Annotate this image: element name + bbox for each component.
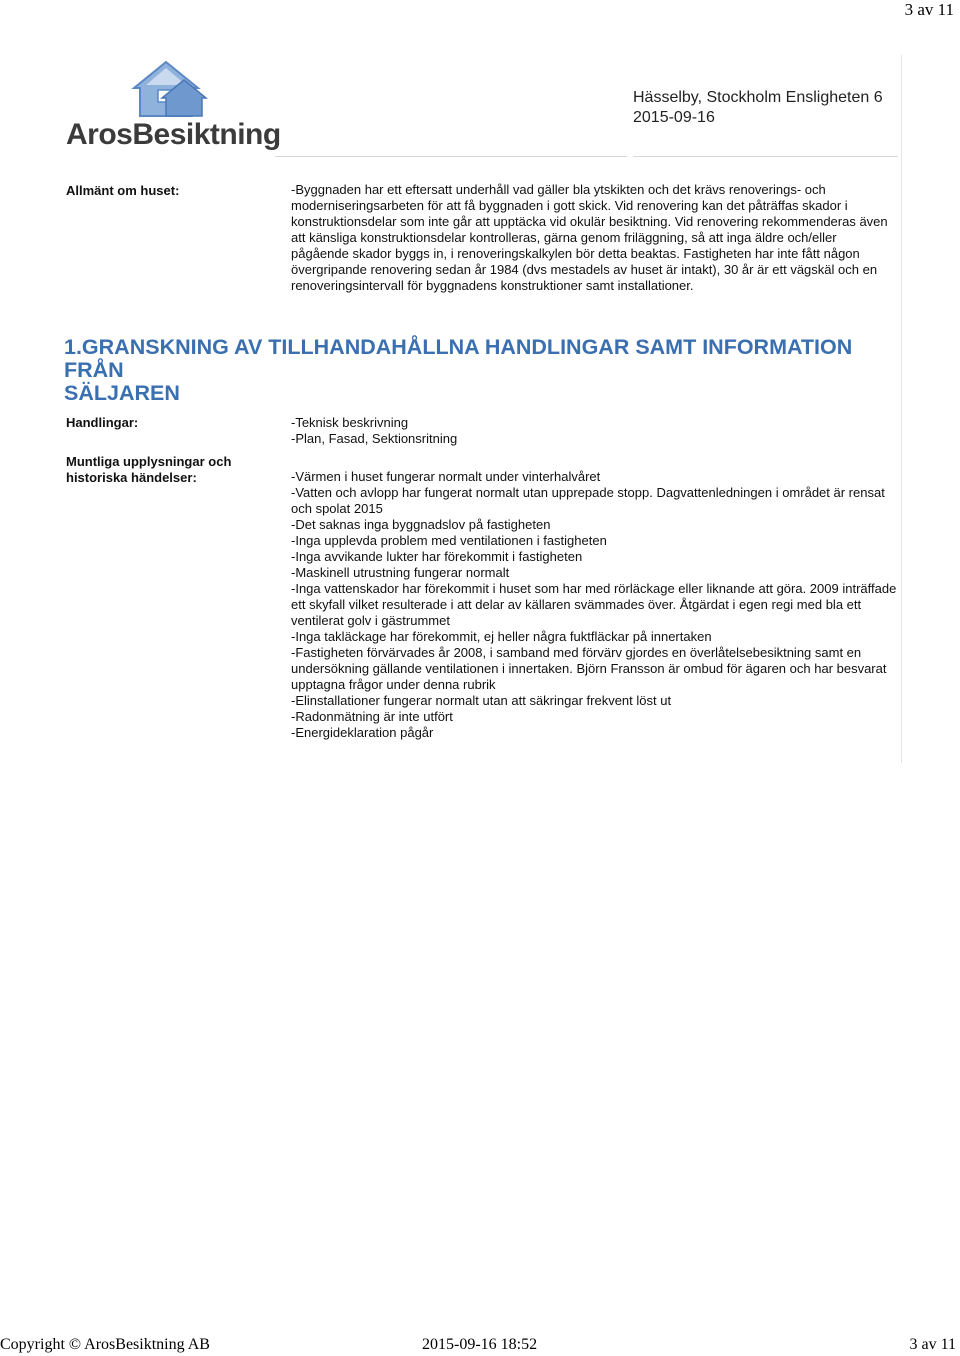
document-item: -Plan, Fasad, Sektionsritning	[291, 431, 458, 446]
oral-info-item: -Fastigheten förvärvades år 2008, i samband med förvärv gjordes en överlåtelsebesiktning samt en	[291, 645, 862, 660]
oral-info-item: undersökning gällande ventilationen i innertaken. Björn Fransson är ombud för ägaren och har besvarat	[291, 661, 887, 676]
oral-info-item: -Maskinell utrustning fungerar normalt	[291, 565, 510, 580]
documents-list	[291, 415, 891, 447]
oral-info-item: och spolat 2015	[291, 501, 383, 516]
general-line: konstruktionsdelar som inte går att upptäcka vid okulär besiktning. Vid renovering rekommenderas även	[291, 214, 888, 229]
general-line: övergripande renovering sedan år 1984 (dvs mestadels av huset är intakt), 30 år är ett vägskäl och en	[291, 262, 878, 277]
oral-info-item: -Värmen i huset fungerar normalt under vinterhalvåret	[291, 469, 601, 484]
oral-info-item: -Inga upplevda problem med ventilationen i fastigheten	[291, 533, 607, 548]
section-title-line: 1.GRANSKNING AV TILLHANDAHÅLLNA HANDLINGAR SAMT INFORMATION FRÅN	[64, 335, 853, 382]
page-footer	[0, 1336, 960, 1356]
documents-label: Handlingar:	[66, 415, 139, 430]
footer-copyright: Copyright © ArosBesiktning AB	[0, 1336, 210, 1353]
oral-info-item: -Energideklaration pågår	[291, 725, 434, 740]
oral-info-item: -Radonmätning är inte utfört	[291, 709, 453, 724]
footer-page-number: 3 av 11	[909, 1336, 956, 1353]
logo-text: ArosBesiktning	[66, 118, 281, 151]
oral-info-label-line: historiska händelser:	[66, 470, 197, 485]
footer-timestamp: 2015-09-16 18:52	[422, 1336, 538, 1353]
general-line: pågående skador byggs in, i renoveringskalkylen bör detta beaktas. Fastigheten har inte fått någon	[291, 246, 860, 261]
oral-info-item: ventilerat golv i gästrummet	[291, 613, 450, 628]
general-line: moderniseringsarbeten för att få byggnaden i gott skick. Vid renovering kan det påträffas skador i	[291, 198, 848, 213]
oral-info-label-line: Muntliga upplysningar och	[66, 454, 232, 469]
oral-info-item: -Inga takläckage har förekommit, ej heller några fuktfläckar på innertaken	[291, 629, 712, 644]
general-line: -Byggnaden har ett eftersatt underhåll vad gäller bla ytskikten och det krävs renoverings- och	[291, 182, 826, 197]
oral-info-label	[66, 454, 231, 486]
general-text	[291, 182, 891, 294]
report-date: 2015-09-16	[633, 109, 715, 126]
oral-info-item: -Elinstallationer fungerar normalt utan att säkringar frekvent löst ut	[291, 693, 672, 708]
document-item: -Teknisk beskrivning	[291, 415, 409, 430]
oral-info-item: -Vatten och avlopp har fungerat normalt utan upprepade stopp. Dagvattenledningen i området är rensat	[291, 485, 885, 500]
section-title	[64, 336, 854, 405]
section-title-line: SÄLJAREN	[64, 381, 180, 405]
property-address: Hässelby, Stockholm Ensligheten 6	[633, 89, 883, 106]
oral-info-item: -Inga avvikande lukter har förekommit i fastigheten	[291, 549, 583, 564]
oral-info-item: upptagna frågor under denna rubrik	[291, 677, 496, 692]
general-line: att känsliga konstruktionsdelar kontrolleras, gärna genom friläggning, så att inga äldre och/eller	[291, 230, 837, 245]
oral-info-item: -Inga vattenskador har förekommit i huset som har med rörläckage eller liknande att göra. 2009 inträffade	[291, 581, 897, 596]
oral-info-item: ett skyfall vilket resulterade i att delar av källaren svämmades över. Åtgärdat i egen regi med bla ett	[291, 597, 862, 612]
general-line: renoveringsintervall för byggnadens konstruktioner samt installationer.	[291, 278, 694, 293]
header-info	[633, 88, 883, 128]
header-divider-left	[275, 156, 627, 157]
header-divider-right	[633, 156, 898, 157]
oral-info-list	[291, 469, 901, 741]
page-number-top: 3 av 11	[904, 0, 954, 19]
oral-info-item: -Det saknas inga byggnadslov på fastigheten	[291, 517, 551, 532]
general-label: Allmänt om huset:	[66, 183, 180, 198]
